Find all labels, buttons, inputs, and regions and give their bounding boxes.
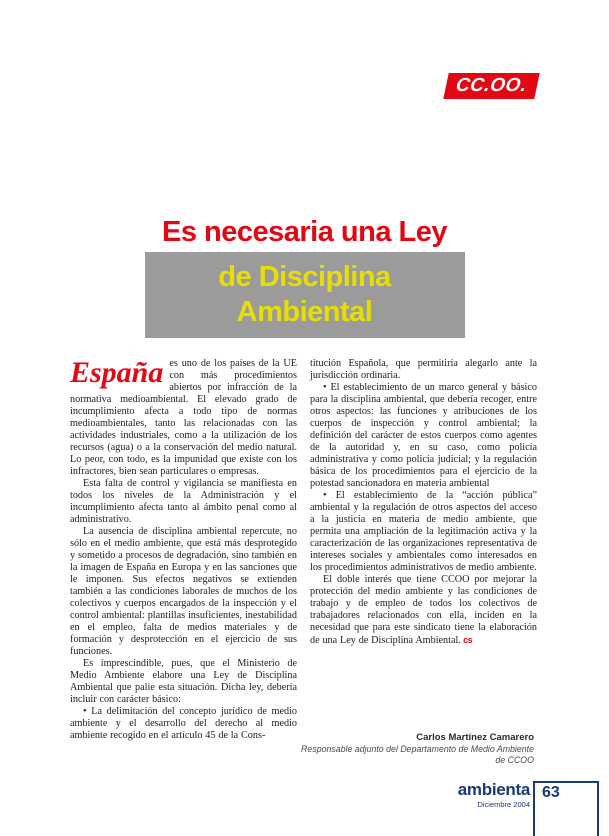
lead-word: España xyxy=(70,356,164,389)
article-column-right xyxy=(310,358,537,742)
magazine-name: ambienta xyxy=(457,780,530,799)
paragraph: Es imprescindible, pues, que el Ministerio de Medio Ambiente elabore una Ley de Disciplina Ambiental que palie esta situación. Dicha ley, debería incluir con carácter básico: xyxy=(70,658,297,705)
footer xyxy=(310,782,530,809)
article-title-block xyxy=(0,215,609,338)
byline-role-line-1: Responsable adjunto del Departamento de Medio Ambiente xyxy=(301,744,534,754)
page-number-box xyxy=(533,781,599,836)
byline-author: Carlos Martínez Camarero xyxy=(416,732,534,743)
paragraph: El doble interés que tiene CCOO por mejorar la protección del medio ambiente y las condiciones de trabajo y de empleo de todos los colectivos de trabajadores relacionados con ella, inciden en la necesidad que para este sindicato tiene la elaboración de una Ley de Disciplina Ambiental. cs xyxy=(310,574,537,646)
paragraph: titución Española, que permitiría alegarlo ante la jurisdicción ordinaria. xyxy=(310,358,537,381)
article-body xyxy=(70,358,537,742)
article-title-line-2: de Disciplina xyxy=(218,261,391,293)
end-of-article-mark: cs xyxy=(460,635,473,645)
byline xyxy=(214,732,534,765)
article-title-box xyxy=(145,252,465,338)
bullet-paragraph: • La delimitación del concepto jurídico de medio ambiente y el desarrollo del derecho al medio ambiente recogido en el artículo 45 de la Cons- xyxy=(70,706,297,741)
paragraph: Esta falta de control y vigilancia se manifiesta en todos los niveles de la Administración y el incumplimiento afecta tanto al ámbito penal como al administrativo. xyxy=(70,478,297,525)
bullet-paragraph: • El establecimiento de la “acción pública” ambiental y la regulación de otros aspectos del acceso a la justicia en materia de medio ambiente, que permita una ampliación de la legitimación activa y la caracterización de las organizaciones representativa de intereses sociales y ambientales como interesados en los procedimientos administrativos de medio ambiente. xyxy=(310,490,537,573)
article-title-line-1: Es necesaria una Ley xyxy=(162,216,447,248)
article-column-left xyxy=(70,358,297,742)
issue-date: Diciembre 2004 xyxy=(477,800,530,809)
article-title-line-3: Ambiental xyxy=(236,296,373,328)
bullet-paragraph: • El establecimiento de un marco general y básico para la disciplina ambiental, que debería recoger, entre otros aspectos: las funciones y atribuciones de los cuerpos de inspección y control ambiental; la definición del carácter de estos cuerpos como agentes de la autoridad y, en su caso, como policía administrativa y como policía judicial; y la regulación básica de los procedimientos para el ejercicio de la potestad sancionadora en materia ambiental xyxy=(310,382,537,489)
ccoo-logo-text: CC.OO. xyxy=(454,75,529,96)
byline-role-line-2: de CCOO xyxy=(495,754,534,765)
paragraph: La ausencia de disciplina ambiental repercute, no sólo en el medio ambiente, que está más desprotegido y sometido a procesos de degradación, sino también en la imagen de España en Europa y en las sanciones que le imponen. Sus efectos negativos se extienden también a las condiciones laborales de muchos de los colectivos y cuerpos encargados de la inspección y el control ambiental: plantillas insuficientes, inestabilidad en el empleo, falta de medios materiales y de formación y desprotección en el ejercicio de sus funciones. xyxy=(70,526,297,657)
paragraph: España es uno de los países de la UE con más procedimientos abiertos por infracción de la normativa medioambiental. El elevado grado de incumplimiento afecta a todo tipo de normas medioambientales, tanto las relacionadas con las actividades industriales, como a la utilización de los recursos (agua) o a la conservación del medio natural. Lo peor, con todo, es la impunidad que existe con los infractores, bien sean particulares o empresas. xyxy=(70,356,297,477)
page-number: 63 xyxy=(542,784,560,801)
ccoo-logo xyxy=(443,73,540,99)
